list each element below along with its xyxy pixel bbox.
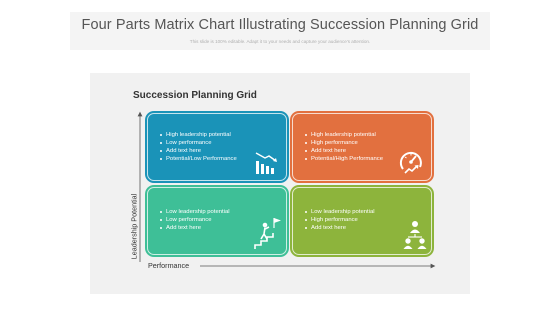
x-axis-label: Performance: [148, 261, 190, 270]
list-item: Low leadership potential: [304, 208, 434, 216]
slide-title: Four Parts Matrix Chart Illustrating Succession Planning Grid: [81, 17, 479, 33]
climbing-stairs-flag-icon: [253, 215, 283, 251]
list-item: High leadership potential: [159, 131, 289, 139]
quadrant-high-potential-low-performance: [145, 111, 289, 183]
bar-chart-decline-icon: [253, 149, 281, 177]
list-item: Add text here: [304, 224, 434, 232]
slide-subtitle: This slide is 100% editable. Adapt it to your needs and capture your audience's attention.: [189, 39, 371, 44]
quadrant-low-potential-high-performance: [290, 185, 434, 257]
list-item: High leadership potential: [304, 131, 434, 139]
quadrant-high-potential-high-performance: [290, 111, 434, 183]
grid-title: Succession Planning Grid: [133, 90, 257, 101]
quadrant-low-potential-low-performance: [145, 185, 289, 257]
list-item: High performance: [304, 139, 434, 147]
list-item: Low leadership potential: [159, 208, 289, 216]
speedometer-growth-icon: [396, 147, 426, 177]
list-item: Low performance: [159, 139, 289, 147]
team-hierarchy-icon: [402, 219, 428, 251]
list-item: Add text here: [304, 147, 434, 155]
list-item: Add text here: [159, 224, 289, 232]
y-axis-label: Leadership Potential: [129, 193, 139, 260]
list-item: High performance: [304, 216, 434, 224]
list-item: Add text here: [159, 147, 289, 155]
list-item: Potential/Low Performance: [159, 155, 289, 163]
list-item: Potential/High Performance: [304, 155, 434, 163]
list-item: Low performance: [159, 216, 289, 224]
